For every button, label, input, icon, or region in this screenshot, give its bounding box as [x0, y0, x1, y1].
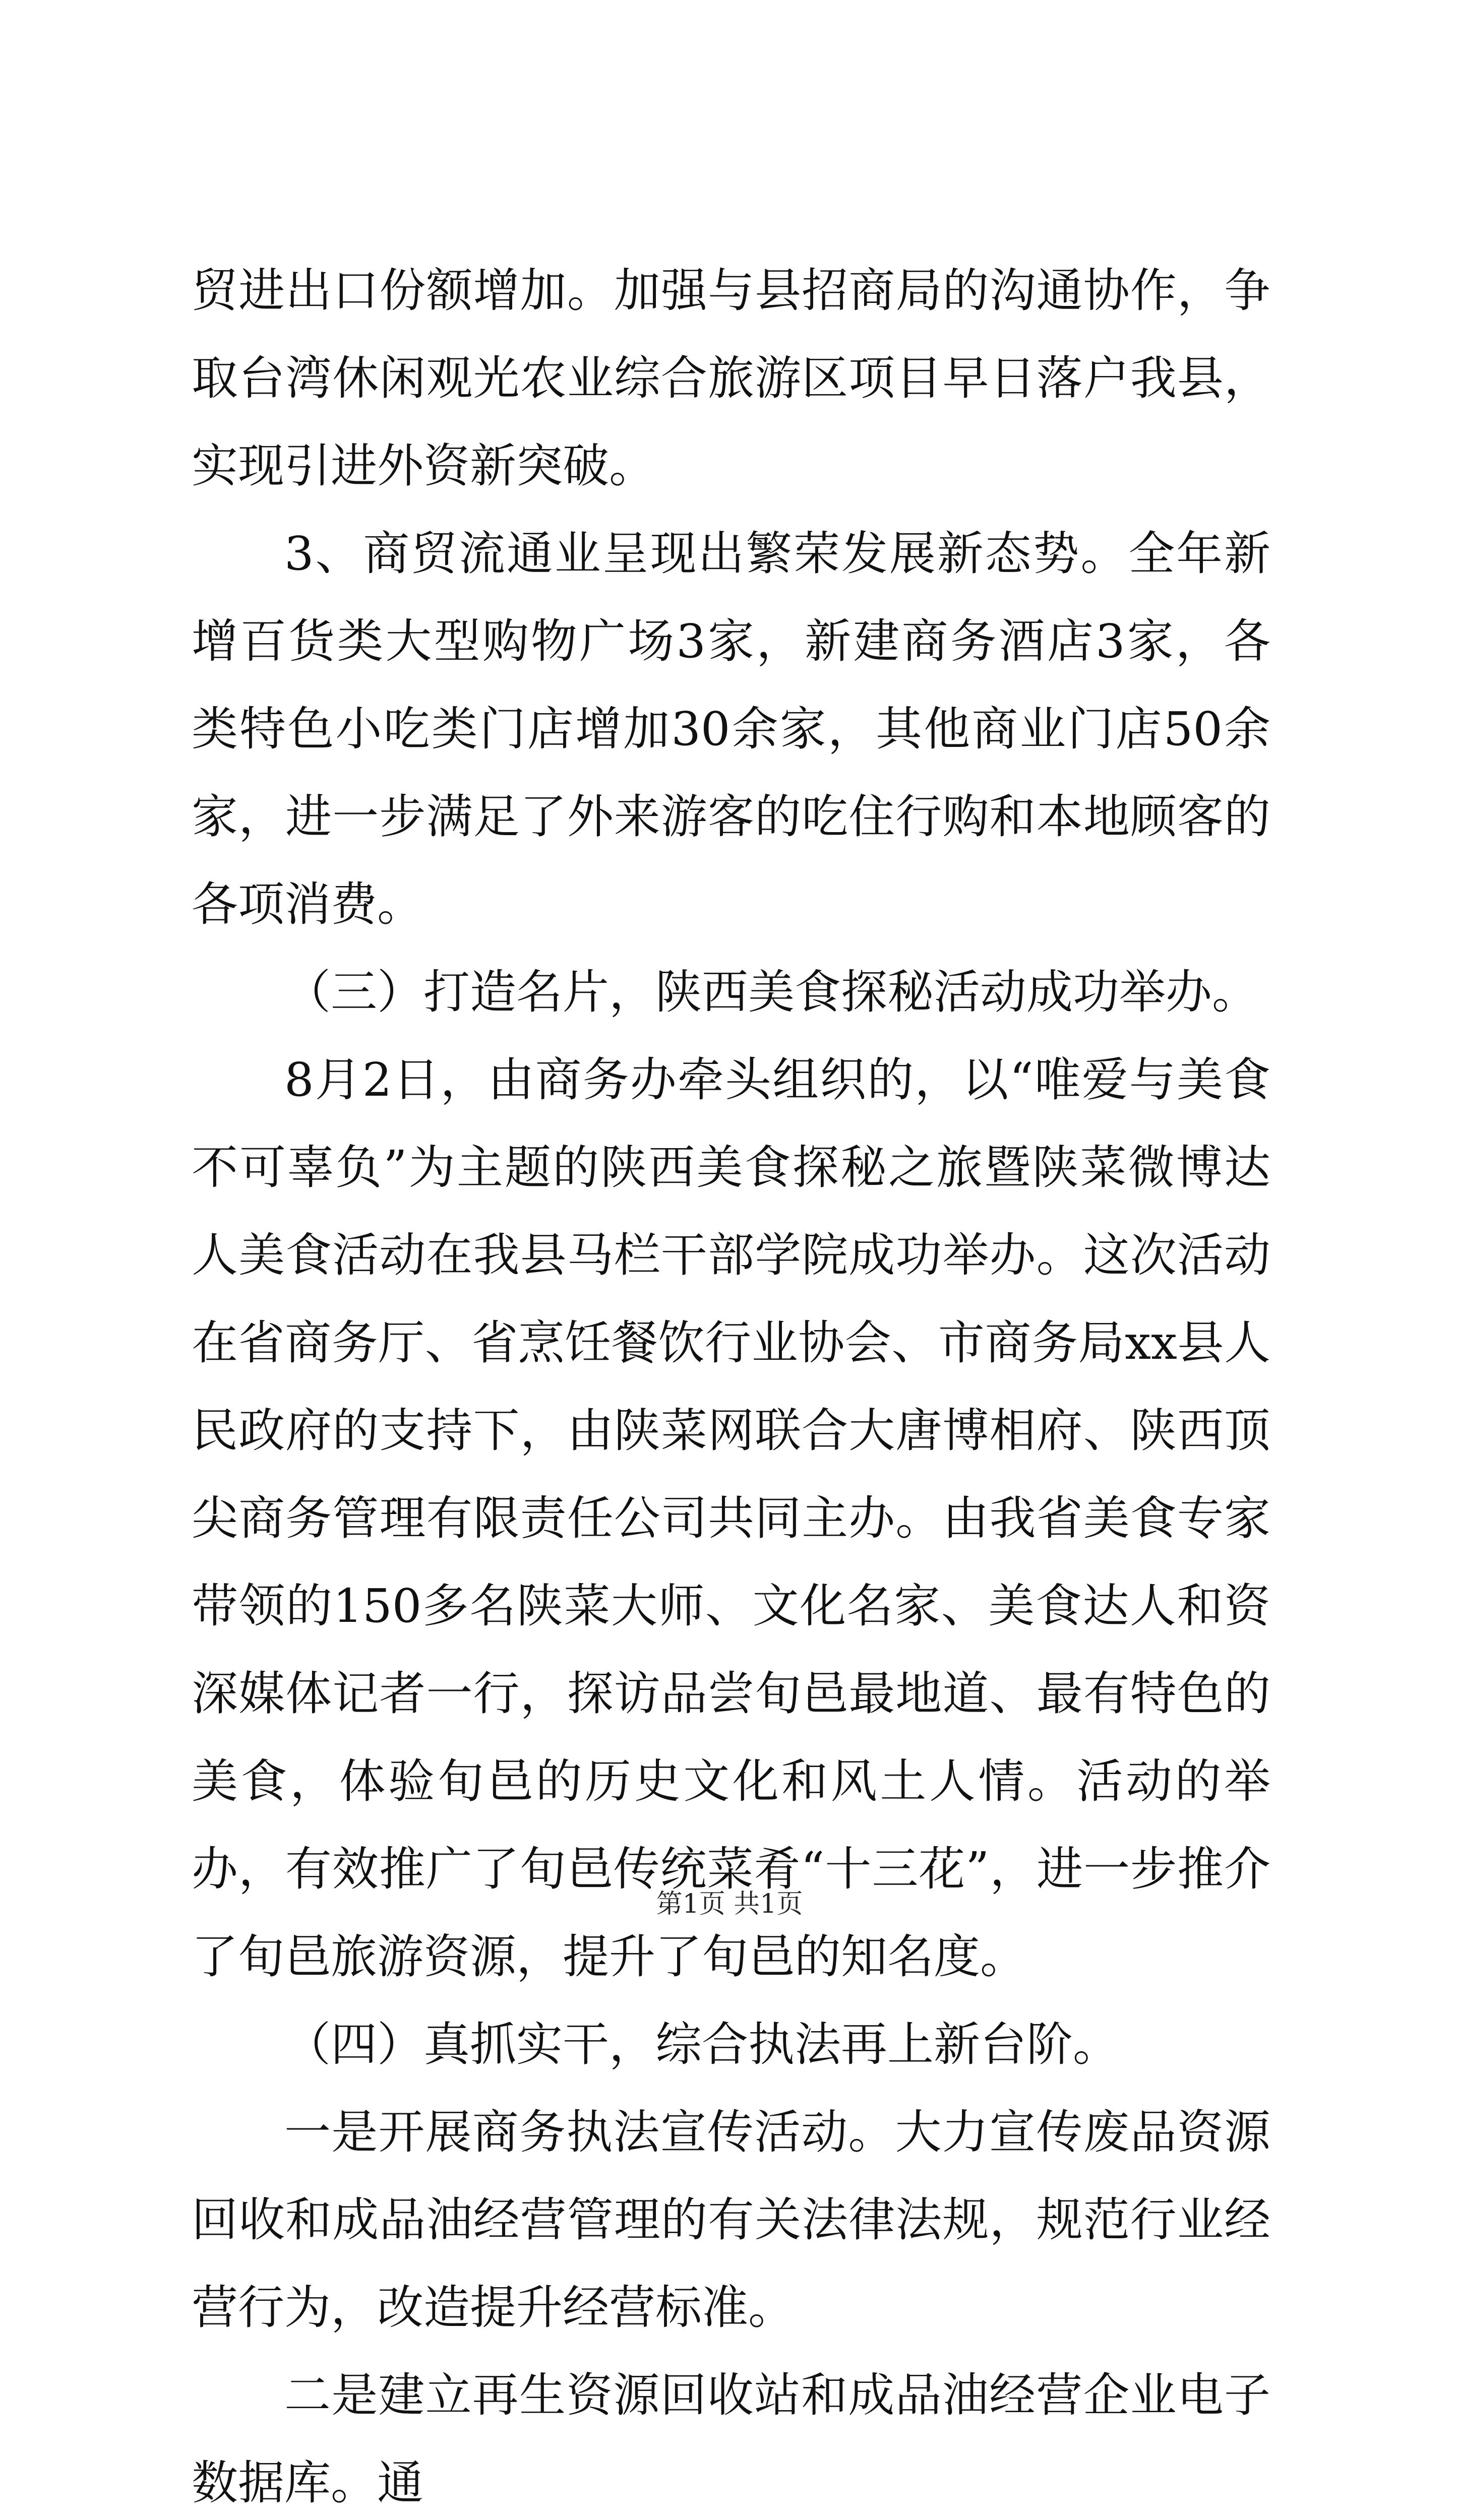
section-heading-three: （三）打造名片，陕西美食探秘活动成功举办。 [284, 965, 1259, 1019]
paragraph-enforcement-publicity: 一是开展商务执法宣传活动。大力宣传废品资源回收和成品油经营管理的有关法律法规，规范行业经营行为，改造提升经营标准。 [192, 2105, 1270, 2335]
paragraph-commerce-trade: 3、商贸流通业呈现出繁荣发展新态势。全年新增百货类大型购物广场3家，新建商务酒店3家，各类特色小吃类门店增加30余家，其他商业门店50余家，进一步满足了外来游客的吃住行购和本地顾客的各项消费。 [192, 527, 1270, 931]
paragraph-continuation: 贸进出口份额增加。加强与县招商局的沟通协作，争取台湾休闲观光农业综合旅游区项目早日落户我县，实现引进外资新突破。 [192, 264, 1270, 493]
section-heading-four: （四）真抓实干，综合执法再上新台阶。 [284, 2018, 1120, 2071]
page-footer: 第1页 共1页 [656, 1889, 803, 1919]
document-body [192, 247, 1270, 2520]
paragraph-database: 二是建立再生资源回收站和成品油经营企业电子数据库。通 [192, 2368, 1270, 2510]
paragraph-food-event: 8月2日，由商务办牵头组织的，以“唯爱与美食不可辜负”为主题的陕西美食探秘之旅暨陕菜微博达人美食活动在我县马栏干部学院成功举办。这次活动在省商务厅、省烹饪餐饮行业协会、市商务局xx县人民政府的支持下，由陕菜网联合大唐博相府、陕西顶尖商务管理有限责任公司共同主办。由我省美食专家带领的150多名陕菜大师、文化名家、美食达人和资深媒体记者一行，探访品尝旬邑最地道、最有特色的美食，体验旬邑的历史文化和风土人情。活动的举办，有效推广了旬邑传统菜肴“十三花”，进一步推介了旬邑旅游资源，提升了旬邑的知名度。 [192, 1053, 1270, 1984]
